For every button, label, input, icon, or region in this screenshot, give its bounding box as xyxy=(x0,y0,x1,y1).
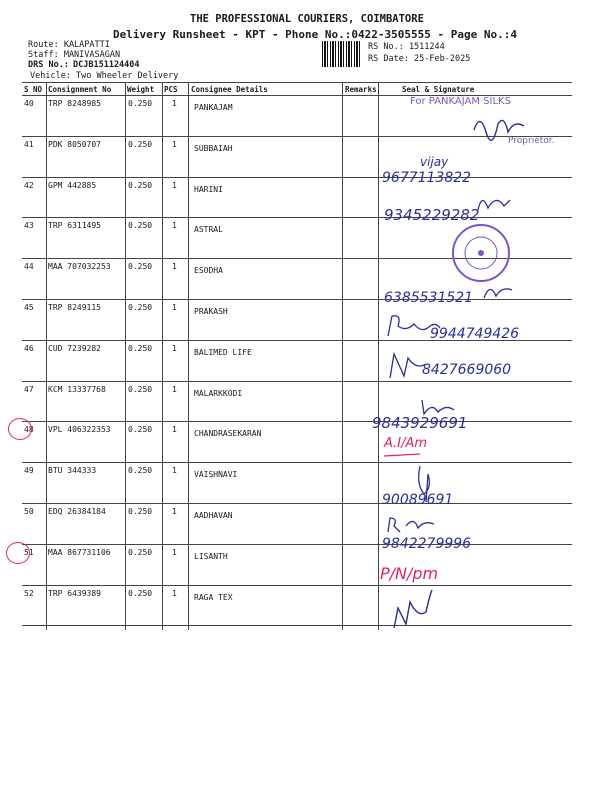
row-consignee: LISANTH xyxy=(194,551,228,561)
signature-44 xyxy=(482,280,516,302)
row-consignment-no: TRP 8249115 xyxy=(48,303,101,312)
stamp-bottom-text: Proprietor. xyxy=(508,136,555,146)
phone-51: 9842279996 xyxy=(382,536,472,552)
stamp-top-text: For PANKAJAM SILKS xyxy=(410,96,511,107)
row-pcs: 1 xyxy=(172,180,177,190)
col-seal: Seal & Signature xyxy=(402,85,475,94)
row-pcs: 1 xyxy=(172,507,177,516)
staff: Staff: MANIVASAGAN xyxy=(28,50,121,60)
company-title: THE PROFESSIONAL COURIERS, COIMBATORE xyxy=(190,13,424,25)
round-stamp-icon xyxy=(450,222,512,284)
row-sno: 47 xyxy=(24,384,34,394)
row-divider xyxy=(22,503,572,504)
signature-47 xyxy=(418,396,458,416)
phone-44: 6385531521 xyxy=(384,290,474,306)
row-consignment-no: TRP 6439389 xyxy=(48,588,101,598)
row-consignee: MALARKKODI xyxy=(194,388,243,398)
row-sno: 50 xyxy=(24,507,34,516)
row-weight: 0.250 xyxy=(128,547,153,557)
col-weight: Weight xyxy=(127,85,155,94)
row-pcs: 1 xyxy=(172,262,177,272)
row-consignment-no: KCM 13337768 xyxy=(48,384,106,394)
row-divider xyxy=(22,421,572,422)
col-remarks: Remarks xyxy=(345,85,377,94)
row-weight: 0.250 xyxy=(128,425,153,435)
row-divider xyxy=(22,217,572,218)
row-weight: 0.250 xyxy=(128,343,153,353)
row-pcs: 1 xyxy=(172,588,177,598)
drs-number: DCJB151124404 xyxy=(73,60,140,70)
red-circle-48 xyxy=(8,418,32,440)
row-consignee: VAISHNAVI xyxy=(194,470,238,480)
row-divider xyxy=(22,381,572,382)
row-weight: 0.250 xyxy=(128,99,153,108)
row-weight: 0.250 xyxy=(128,466,153,476)
al-am-note: A.I/Am xyxy=(384,436,428,451)
vijay-note: vijay xyxy=(420,155,449,169)
row-weight: 0.250 xyxy=(128,384,153,394)
row-sno: 43 xyxy=(24,221,34,231)
row-consignment-no: BTU 344333 xyxy=(48,466,97,476)
rs-date: RS Date: 25-Feb-2025 xyxy=(368,54,471,64)
row-consignment-no: GPM 442885 xyxy=(48,180,97,190)
phone-47: 8427669060 xyxy=(422,362,512,378)
signature-42 xyxy=(474,190,514,214)
row-sno: 48 xyxy=(24,425,34,435)
row-consignment-no: TRP 6311495 xyxy=(48,221,101,231)
row-consignment-no: VPL 406322353 xyxy=(48,425,111,435)
row-weight: 0.250 xyxy=(128,262,153,272)
phone-46: 9944749426 xyxy=(430,326,520,342)
row-pcs: 1 xyxy=(172,343,177,353)
drs-label: DRS No.: xyxy=(28,60,69,70)
row-consignee: SUBBAIAH xyxy=(194,143,233,153)
barcode xyxy=(322,41,362,67)
row-sno: 41 xyxy=(24,139,34,149)
row-consignee: ASTRAL xyxy=(194,225,223,235)
row-consignee: PANKAJAM xyxy=(194,103,233,112)
row-consignment-no: PDK 8050707 xyxy=(48,139,101,149)
row-pcs: 1 xyxy=(172,425,177,435)
row-consignee: PRAKASH xyxy=(194,307,228,316)
row-sno: 46 xyxy=(24,343,34,353)
row-sno: 44 xyxy=(24,262,34,272)
runsheet-subtitle: Delivery Runsheet - KPT - Phone No.:0422-3505555 - Page No.:4 xyxy=(113,28,517,41)
rs-number: RS No.: 1511244 xyxy=(368,42,445,52)
row-consignee: ESODHA xyxy=(194,266,223,276)
row-weight: 0.250 xyxy=(128,180,153,190)
row-pcs: 1 xyxy=(172,547,177,557)
row-consignment-no: CUD 7239282 xyxy=(48,343,101,353)
row-pcs: 1 xyxy=(172,139,177,149)
row-consignment-no: MAA 707032253 xyxy=(48,262,111,272)
row-consignee: RAGA TEX xyxy=(194,592,233,602)
row-consignment-no: EDQ 26384184 xyxy=(48,507,106,516)
row-pcs: 1 xyxy=(172,466,177,476)
row-pcs: 1 xyxy=(172,99,177,108)
vehicle: Vehicle: Two Wheeler Delivery xyxy=(30,71,179,81)
row-consignee: CHANDRASEKARAN xyxy=(194,429,262,439)
phone-42: 9677113822 xyxy=(382,170,472,186)
row-weight: 0.250 xyxy=(128,303,153,312)
row-consignee: HARINI xyxy=(194,184,223,194)
row-sno: 42 xyxy=(24,180,34,190)
row-consignee: BALIMED LIFE xyxy=(194,347,252,357)
row-weight: 0.250 xyxy=(128,221,153,231)
row-consignment-no: MAA 867731106 xyxy=(48,547,111,557)
row-weight: 0.250 xyxy=(128,588,153,598)
phone-43: 9345229282 xyxy=(384,206,480,224)
col-pcs: PCS xyxy=(164,85,178,94)
col-sno: S NO xyxy=(24,85,43,94)
route: Route: KALAPATTI xyxy=(28,40,110,50)
row-sno: 45 xyxy=(24,303,34,312)
red-underline xyxy=(382,450,422,460)
signature-40 xyxy=(470,110,530,142)
red-circle-51 xyxy=(6,542,30,564)
row-weight: 0.250 xyxy=(128,139,153,149)
signature-50 xyxy=(384,514,444,536)
phone-50: 90089691 xyxy=(382,492,454,508)
row-divider xyxy=(22,177,572,178)
row-pcs: 1 xyxy=(172,303,177,312)
row-divider xyxy=(22,625,572,626)
row-sno: 49 xyxy=(24,466,34,476)
row-divider xyxy=(22,544,572,545)
row-divider xyxy=(22,462,572,463)
col-consignee: Consignee Details xyxy=(191,85,268,94)
pin-pm-note: P/N/pm xyxy=(380,564,439,583)
row-consignment-no: TRP 8248985 xyxy=(48,99,101,108)
row-sno: 40 xyxy=(24,99,34,108)
phone-48: 9843929691 xyxy=(372,414,468,432)
row-divider xyxy=(22,585,572,586)
row-sno: 52 xyxy=(24,588,34,598)
row-sno: 51 xyxy=(24,547,34,557)
col-consignment: Consignment No xyxy=(48,85,112,94)
signature-52 xyxy=(388,588,436,634)
row-pcs: 1 xyxy=(172,221,177,231)
row-weight: 0.250 xyxy=(128,507,153,516)
row-pcs: 1 xyxy=(172,384,177,394)
row-consignee: AADHAVAN xyxy=(194,511,233,520)
